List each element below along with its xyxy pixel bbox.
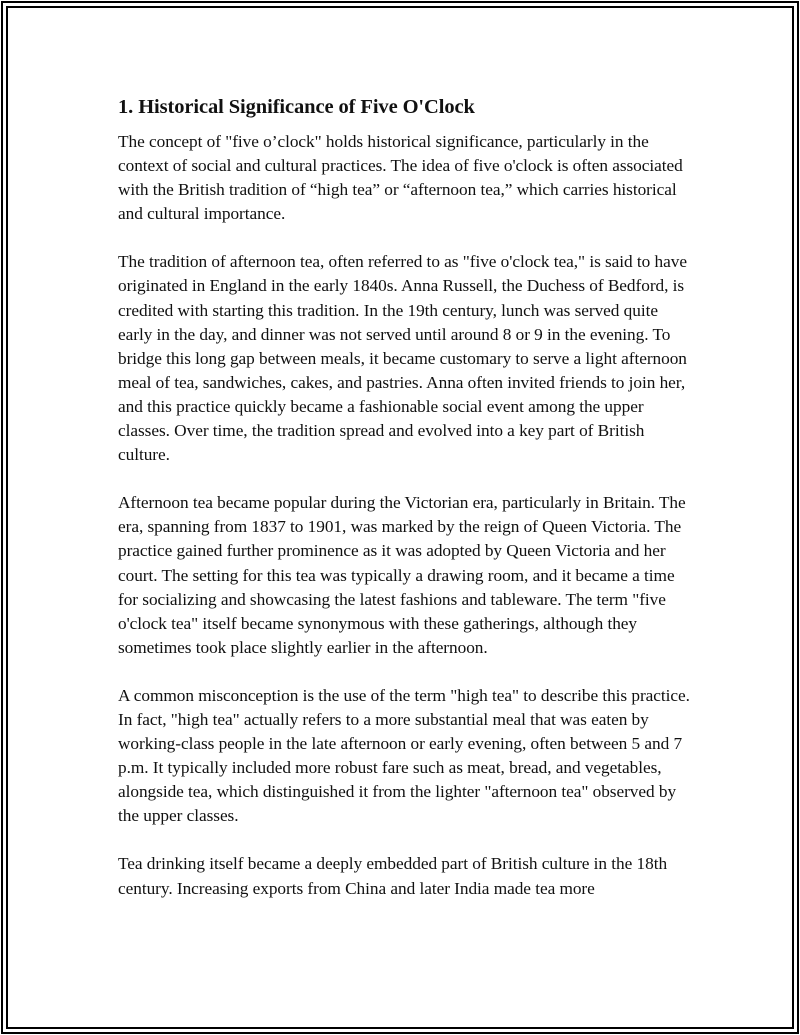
paragraph-2: The tradition of afternoon tea, often referred to as "five o'clock tea," is said to have originated in England in the early 1840s. Anna Russell, the Duchess of Bedford, is credited with starting this tradition. In the 19th century, lunch was served quite early in the day, and dinner was not served until around 8 or 9 in the evening. To bridge this long gap between meals, it became customary to serve a light afternoon meal of tea, sandwiches, cakes, and pastries. Anna often invited friends to join her, and this practice quickly became a fashionable social event among the upper classes. Over time, the tradition spread and evolved into a key part of British culture. xyxy=(118,252,687,465)
document-body xyxy=(118,95,693,925)
section-heading: 1. Historical Significance of Five O'Clock xyxy=(118,96,475,118)
paragraph-3: Afternoon tea became popular during the Victorian era, particularly in Britain. The era, spanning from 1837 to 1901, was marked by the reign of Queen Victoria. The practice gained further prominence as it was adopted by Queen Victoria and her court. The setting for this tea was typically a drawing room, and it became a time for socializing and showcasing the latest fashions and tableware. The term "five o'clock tea" itself became synonymous with these gatherings, although they sometimes took place slightly earlier in the afternoon. xyxy=(118,493,686,657)
paragraph-1: The concept of "five o’clock" holds historical significance, particularly in the context of social and cultural practices. The idea of five o'clock is often associated with the British tradition of “high tea” or “afternoon tea,” which carries historical and cultural importance. xyxy=(118,132,683,224)
paragraph-5: Tea drinking itself became a deeply embedded part of British culture in the 18th century. Increasing exports from China and later India made tea more xyxy=(118,854,668,898)
paragraph-4: A common misconception is the use of the term "high tea" to describe this practice. In fact, "high tea" actually refers to a more substantial meal that was eaten by working-class people in the late afternoon or early evening, often between 5 and 7 p.m. It typically included more robust fare such as meat, bread, and vegetables, alongside tea, which distinguished it from the lighter "afternoon tea" observed by the upper classes. xyxy=(118,685,690,826)
